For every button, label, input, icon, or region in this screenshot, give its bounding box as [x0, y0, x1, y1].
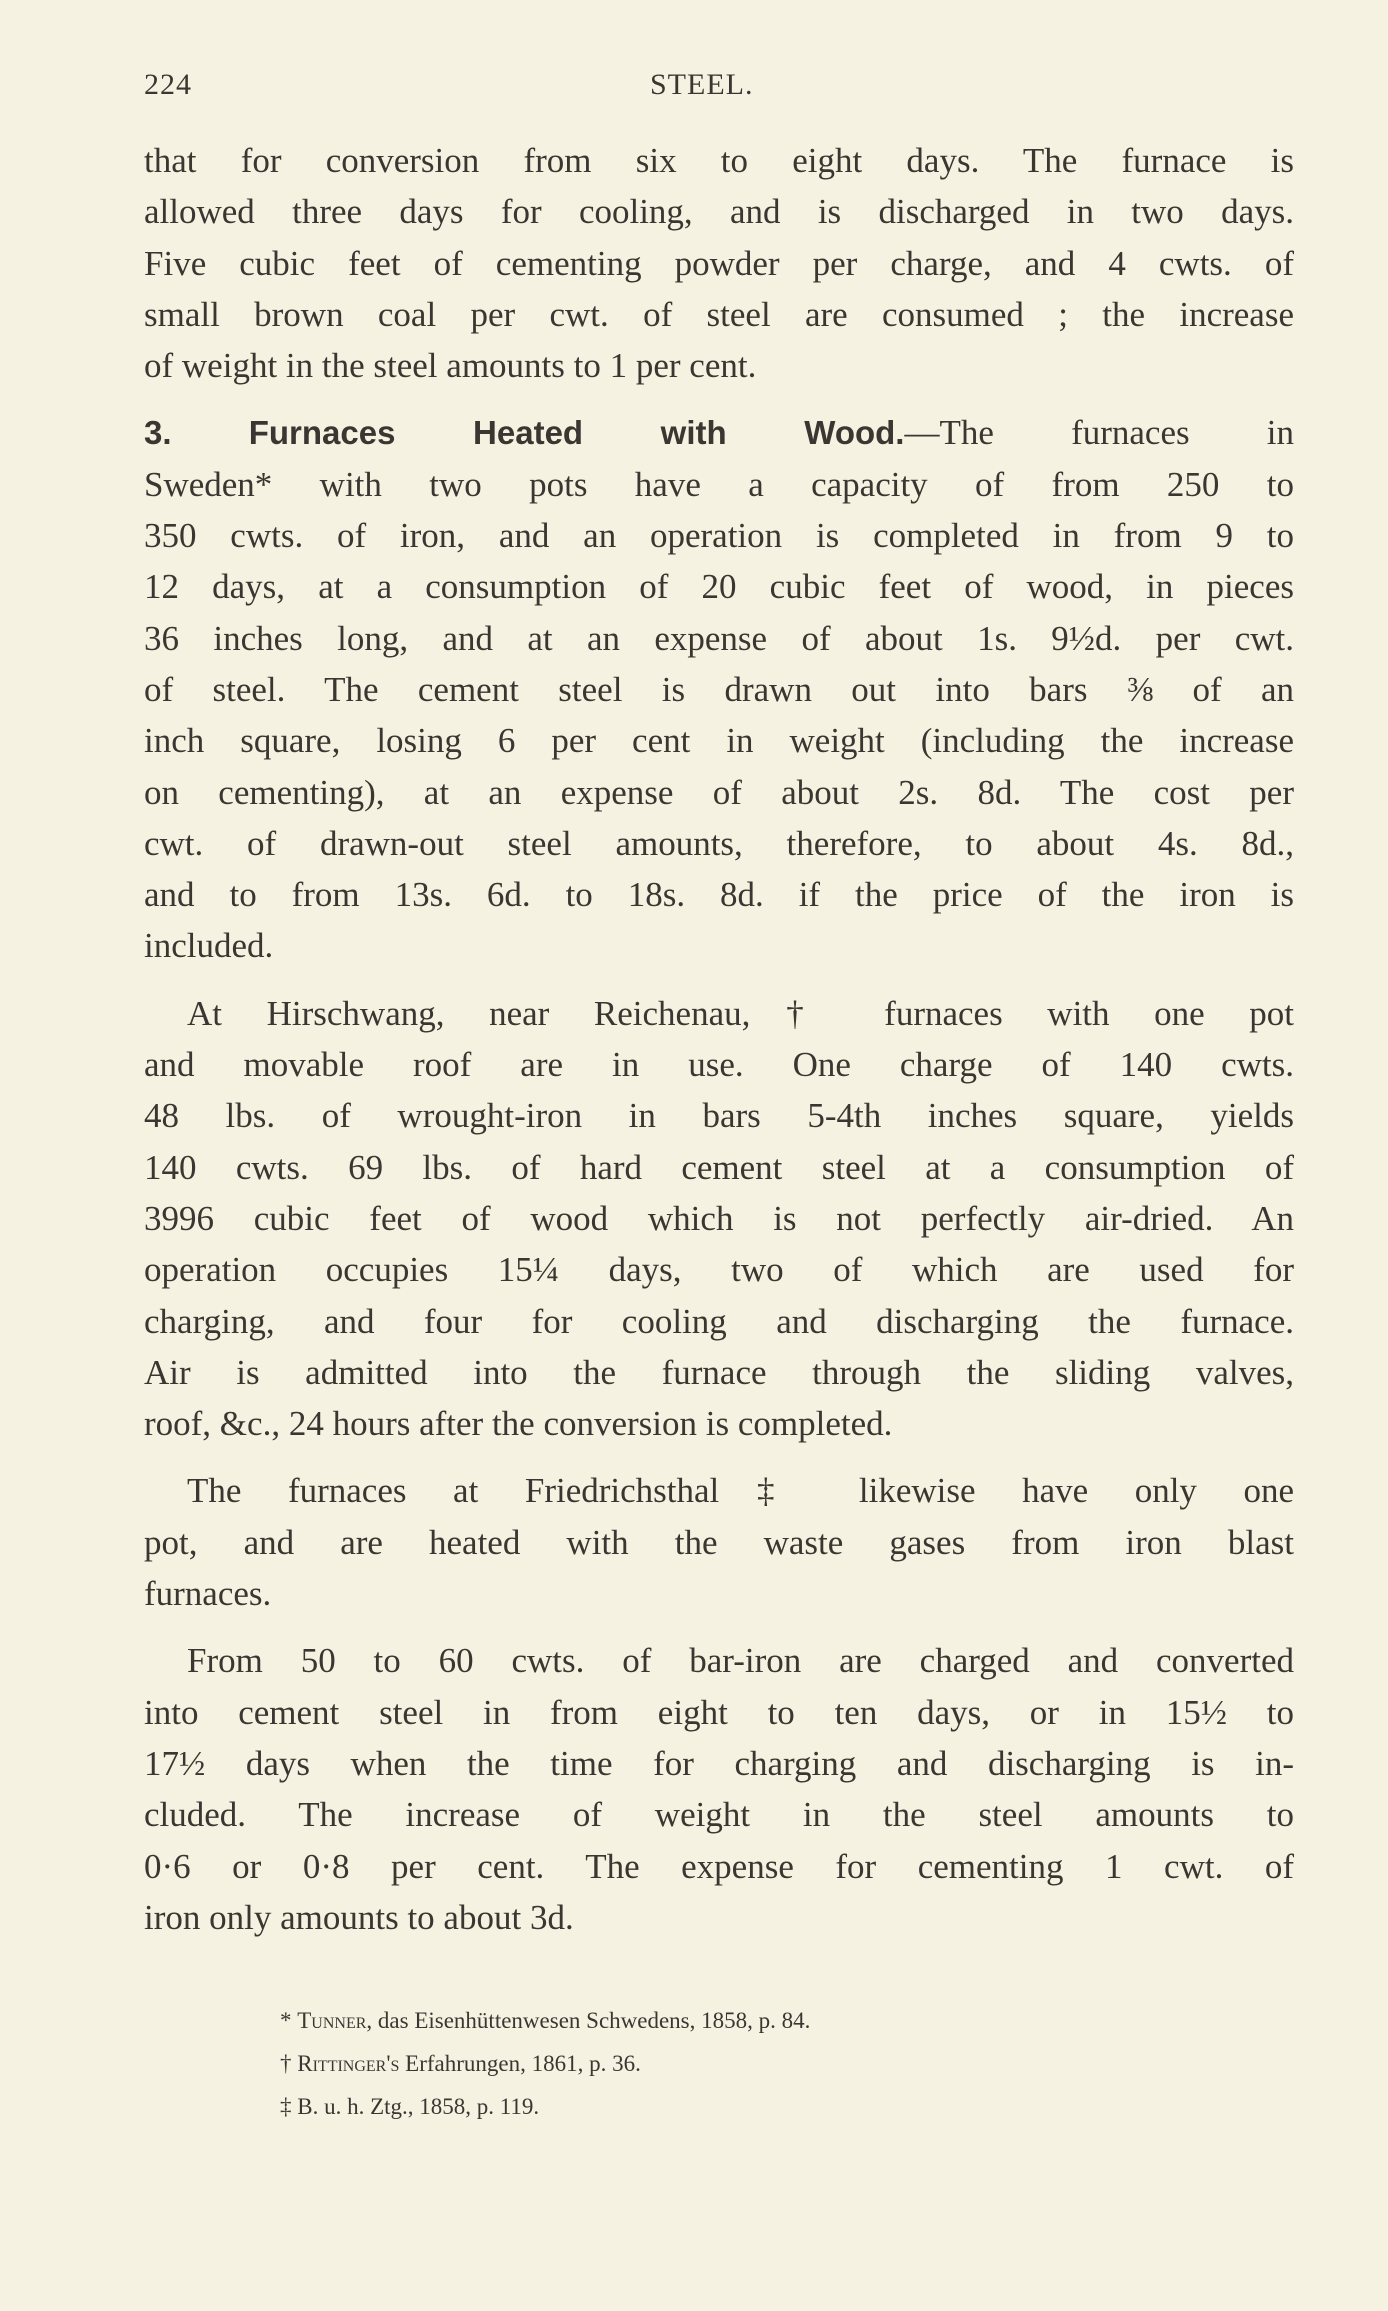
text-line: and movable roof are in use. One charge of 140 cwts.: [144, 1045, 1294, 1085]
text-line: At Hirschwang, near Reichenau,† furnaces with one pot: [187, 993, 1294, 1033]
paragraph: [144, 135, 1294, 391]
footnote-author: Tunner: [297, 2008, 367, 2033]
text-line: [144, 407, 1294, 458]
text-line: cwt. of drawn-out steel amounts, therefore, to about 4s. 8d.,: [144, 823, 1294, 863]
text-line: The furnaces at Friedrichsthal‡ likewise have only one: [187, 1471, 1294, 1511]
footnote-text: B. u. h. Ztg., 1858, p. 119.: [297, 2094, 540, 2119]
paragraph: [144, 1635, 1294, 1943]
footnote: [280, 2042, 810, 2085]
footnotes: [280, 1999, 810, 2128]
text-line: furnaces.: [144, 1574, 272, 1614]
text-line: 17½ days when the time for charging and discharging is in-: [144, 1743, 1294, 1783]
text-line: 36 inches long, and at an expense of about 1s. 9½d. per cwt.: [144, 618, 1294, 658]
text-line: Air is admitted into the furnace through the sliding valves,: [144, 1352, 1294, 1392]
page-number: 224: [144, 68, 192, 101]
text-line: From 50 to 60 cwts. of bar-iron are charged and converted: [187, 1641, 1294, 1681]
text-line: Five cubic feet of cementing powder per charge, and 4 cwts. of: [144, 243, 1294, 283]
text-line: 12 days, at a consumption of 20 cubic feet of wood, in pieces: [144, 567, 1294, 607]
footnote-text: , das Eisenhüttenwesen Schwedens, 1858, p. 84.: [366, 2008, 811, 2033]
text-line: on cementing), at an expense of about 2s. 8d. The cost per: [144, 772, 1294, 812]
paragraph: [144, 1465, 1294, 1619]
text-line: charging, and four for cooling and discharging the furnace.: [144, 1301, 1294, 1341]
footnote: [280, 2085, 810, 2128]
text-line: inch square, losing 6 per cent in weight (including the increase: [144, 721, 1294, 761]
section-heading: Furnaces Heated with Wood.: [248, 414, 905, 452]
footnote: [280, 1999, 810, 2042]
text-line: of steel. The cement steel is drawn out into bars ⅜ of an: [144, 669, 1294, 709]
text-line: 3996 cubic feet of wood which is not perfectly air-dried. An: [144, 1198, 1294, 1238]
footnote-text: Erfahrungen, 1861, p. 36.: [399, 2051, 641, 2076]
text-line-content: —The furnaces in: [904, 413, 1295, 453]
footnote-mark: †: [280, 2051, 292, 2076]
footnote-author: Rittinger's: [297, 2051, 400, 2076]
section-number: 3.: [144, 414, 172, 452]
text-line: 140 cwts. 69 lbs. of hard cement steel at a consumption of: [144, 1147, 1294, 1187]
footnote-mark: *: [280, 2008, 292, 2033]
text-line: iron only amounts to about 3d.: [144, 1897, 574, 1937]
text-line: 0·6 or 0·8 per cent. The expense for cementing 1 cwt. of: [144, 1846, 1294, 1886]
text-line: included.: [144, 926, 274, 966]
text-line: roof, &c., 24 hours after the conversion is completed.: [144, 1404, 893, 1444]
text-line: of weight in the steel amounts to 1 per cent.: [144, 346, 757, 386]
text-line: allowed three days for cooling, and is discharged in two days.: [144, 192, 1294, 232]
running-title: STEEL.: [650, 68, 754, 101]
text-line: 48 lbs. of wrought-iron in bars 5-4th inches square, yields: [144, 1096, 1294, 1136]
text-line: operation occupies 15¼ days, two of which are used for: [144, 1250, 1294, 1290]
text-line: cluded. The increase of weight in the steel amounts to: [144, 1795, 1294, 1835]
text-line: small brown coal per cwt. of steel are consumed ; the increase: [144, 294, 1294, 334]
paragraph: [144, 988, 1294, 1450]
text-line: 350 cwts. of iron, and an operation is completed in from 9 to: [144, 516, 1294, 556]
text-line: into cement steel in from eight to ten days, or in 15½ to: [144, 1692, 1294, 1732]
text-line: pot, and are heated with the waste gases from iron blast: [144, 1522, 1294, 1562]
text-line: Sweden* with two pots have a capacity of from 250 to: [144, 464, 1294, 504]
body-text: [144, 135, 1294, 1943]
text-line: that for conversion from six to eight days. The furnace is: [144, 141, 1294, 180]
text-line: and to from 13s. 6d. to 18s. 8d. if the price of the iron is: [144, 875, 1294, 915]
paragraph: [144, 407, 1294, 971]
footnote-mark: ‡: [280, 2094, 292, 2119]
